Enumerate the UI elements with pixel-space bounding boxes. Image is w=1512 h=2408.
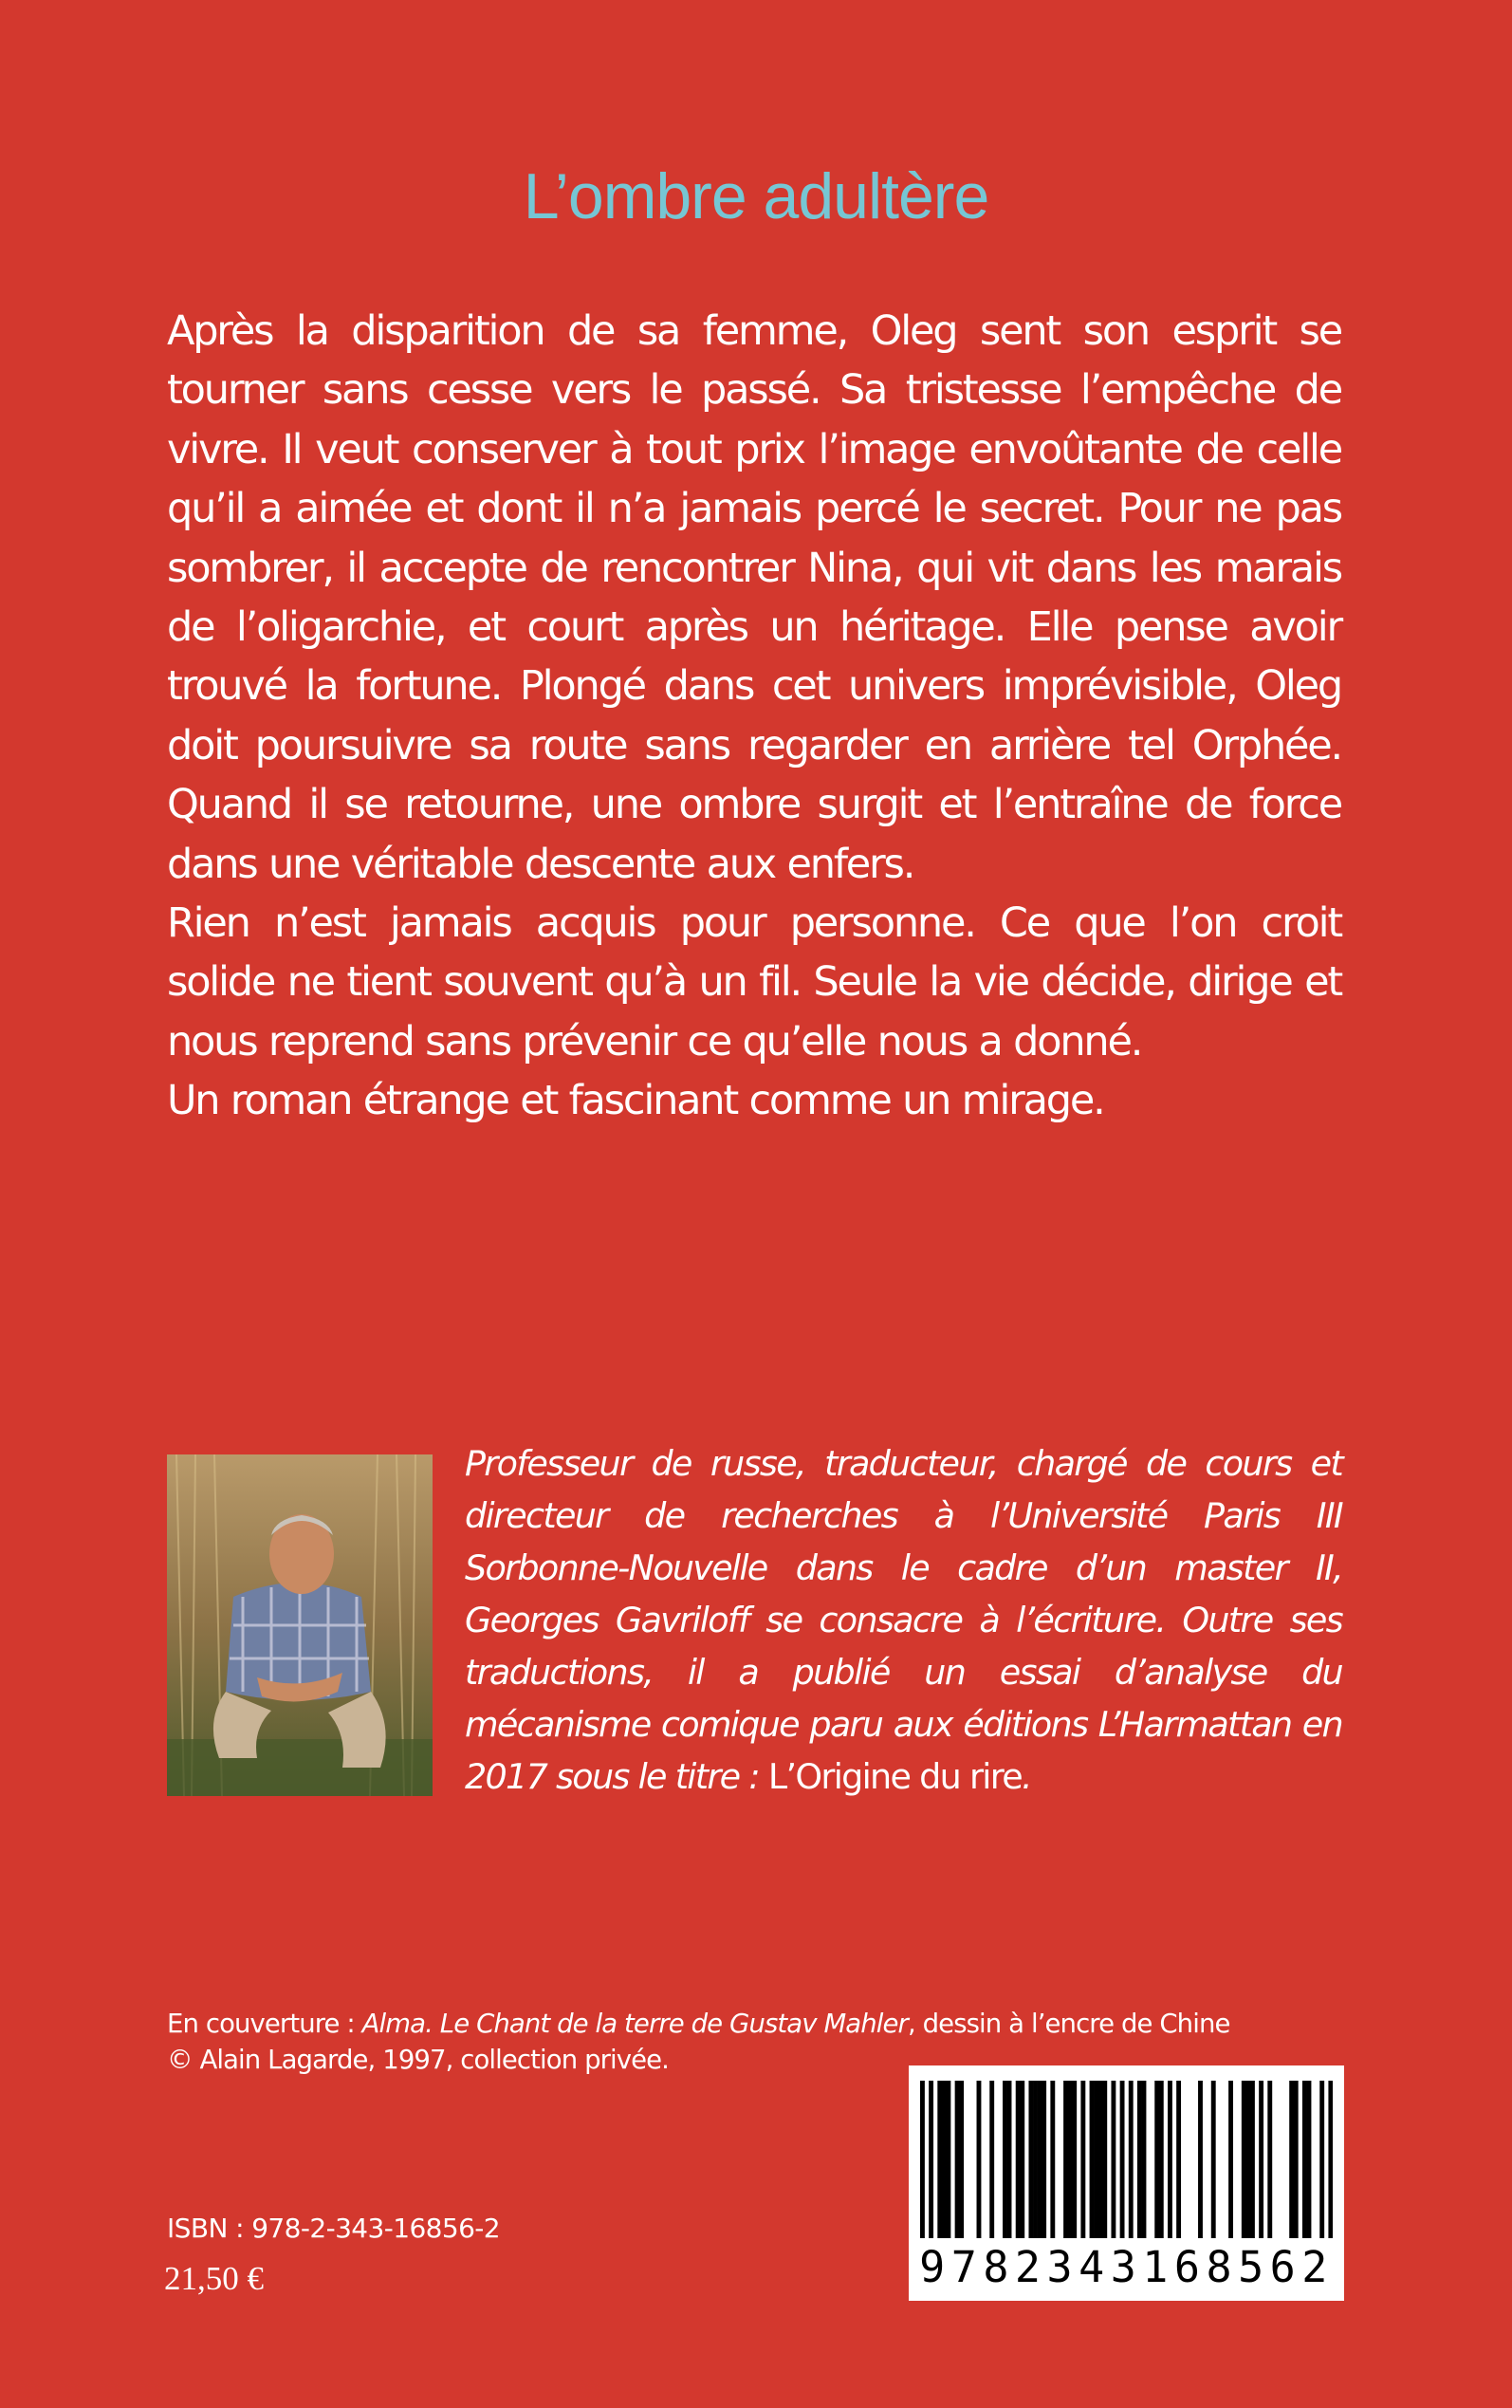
barcode-bar: [1228, 2081, 1233, 2238]
barcode-bar: [1198, 2081, 1203, 2238]
barcode-bar: [1063, 2081, 1068, 2238]
barcode-bar: [1294, 2081, 1299, 2238]
barcode-bar: [1050, 2081, 1055, 2238]
cover-credit-line-1: [167, 2006, 1305, 2042]
barcode-bar: [1245, 2081, 1250, 2238]
barcode-bar: [1038, 2081, 1042, 2238]
author-bio-end: .: [1021, 1756, 1031, 1797]
cover-credit-suffix: , dessin à l’encre de Chine: [907, 2009, 1230, 2039]
barcode-bar: [1098, 2081, 1103, 2238]
barcode-bar: [937, 2081, 942, 2238]
barcode-bar: [1142, 2081, 1147, 2238]
barcode-bar: [1289, 2081, 1294, 2238]
barcode-bar: [1016, 2081, 1021, 2238]
barcode-bar: [1120, 2081, 1125, 2238]
cover-credit-prefix: En couverture :: [167, 2009, 362, 2039]
barcode-bar: [1080, 2081, 1085, 2238]
barcode-bar: [1176, 2081, 1181, 2238]
barcode-bar: [1033, 2081, 1038, 2238]
barcode-bar: [929, 2081, 933, 2238]
barcode-bar: [1250, 2081, 1255, 2238]
blurb-paragraph: Après la disparition de sa femme, Oleg sent son esprit se tourner sans cesse vers le passé. Sa tristesse l’empêche de vivre. Il veut conserver à tout prix l’image envoûtante de celle qu’il a aimée et dont il n’a jamais percé le secret. Pour ne pas sombrer, il accepte de rencontrer Nina, qui vit dans les marais de l’oligarchie, et court après un héritage. Elle pense avoir trouvé la fortune. Plongé dans cet univers imprévisible, Oleg doit poursuivre sa route sans regarder en arrière tel Orphée. Quand il se retourne, une ombre surgit et l’entraîne de force dans une véritable descente aux enfers.: [167, 307, 1341, 888]
barcode-bar: [1042, 2081, 1046, 2238]
barcode-bar: [1094, 2081, 1098, 2238]
barcode-bar: [1028, 2081, 1033, 2238]
barcode-bar: [1319, 2081, 1324, 2238]
barcode-bar: [1137, 2081, 1142, 2238]
cover-credit-line-2: © Alain Lagarde, 1997, collection privée.: [167, 2045, 670, 2075]
barcode-bar: [1328, 2081, 1333, 2238]
barcode-digits: 9782343168562: [919, 2242, 1334, 2292]
barcode-bar: [1159, 2081, 1164, 2238]
barcode-bar: [1007, 2081, 1012, 2238]
barcode-bar: [1068, 2081, 1073, 2238]
barcode-bar: [1168, 2081, 1172, 2238]
barcode-bar: [1154, 2081, 1159, 2238]
barcode-bar: [1242, 2081, 1246, 2238]
barcode-bar: [959, 2081, 964, 2238]
cover-artwork-title: Alma. Le Chant de la terre de Gustav Mahler: [361, 2009, 908, 2039]
barcode-bar: [955, 2081, 960, 2238]
blurb-paragraph: Rien n’est jamais acquis pour personne. Ce que l’on croit solide ne tient souvent qu’à un fil. Seule la vie décide, dirige et nous reprend sans prévenir ce qu’elle nous a donné.: [167, 899, 1341, 1065]
barcode-bar: [1129, 2081, 1134, 2238]
barcode-bars: [920, 2081, 1333, 2242]
barcode-bar: [1307, 2081, 1312, 2238]
barcode-bar: [1302, 2081, 1307, 2238]
barcode-bar: [1267, 2081, 1272, 2238]
price-label: 21,50 €: [164, 2260, 264, 2297]
barcode-bar: [1020, 2081, 1024, 2238]
isbn-label: ISBN : 978-2-343-16856-2: [167, 2213, 501, 2244]
barcode-bar: [1259, 2081, 1263, 2238]
barcode-bar: [1090, 2081, 1095, 2238]
barcode-bar: [1003, 2081, 1007, 2238]
barcode-bar: [946, 2081, 950, 2238]
author-bio-text: Professeur de russe, traducteur, chargé de cours et directeur de recherches à l’Université Paris III Sorbonne-Nouvelle dans le cadre d’un master II, Georges Gavriloff se consacre à l’écriture. Outre ses traductions, il a publié un essai d’analyse du mécanisme comique paru aux éditions L’Harmattan en 2017 sous le titre :: [465, 1443, 1342, 1797]
barcode: [909, 2065, 1344, 2301]
author-bio: [465, 1437, 1342, 1803]
barcode-bar: [920, 2081, 925, 2238]
back-cover-blurb: [167, 302, 1341, 1131]
barcode-bar: [989, 2081, 994, 2238]
barcode-bar: [977, 2081, 982, 2238]
barcode-bar: [1111, 2081, 1116, 2238]
barcode-bar: [942, 2081, 947, 2238]
barcode-bar: [1102, 2081, 1107, 2238]
barcode-bar: [1072, 2081, 1077, 2238]
book-title: L’ombre adultère: [523, 160, 989, 232]
blurb-paragraph: Un roman étrange et fascinant comme un mirage.: [167, 1077, 1104, 1125]
barcode-bar: [1211, 2081, 1216, 2238]
author-photo: [167, 1454, 433, 1796]
author-essay-title: L’Origine du rire: [767, 1756, 1022, 1797]
